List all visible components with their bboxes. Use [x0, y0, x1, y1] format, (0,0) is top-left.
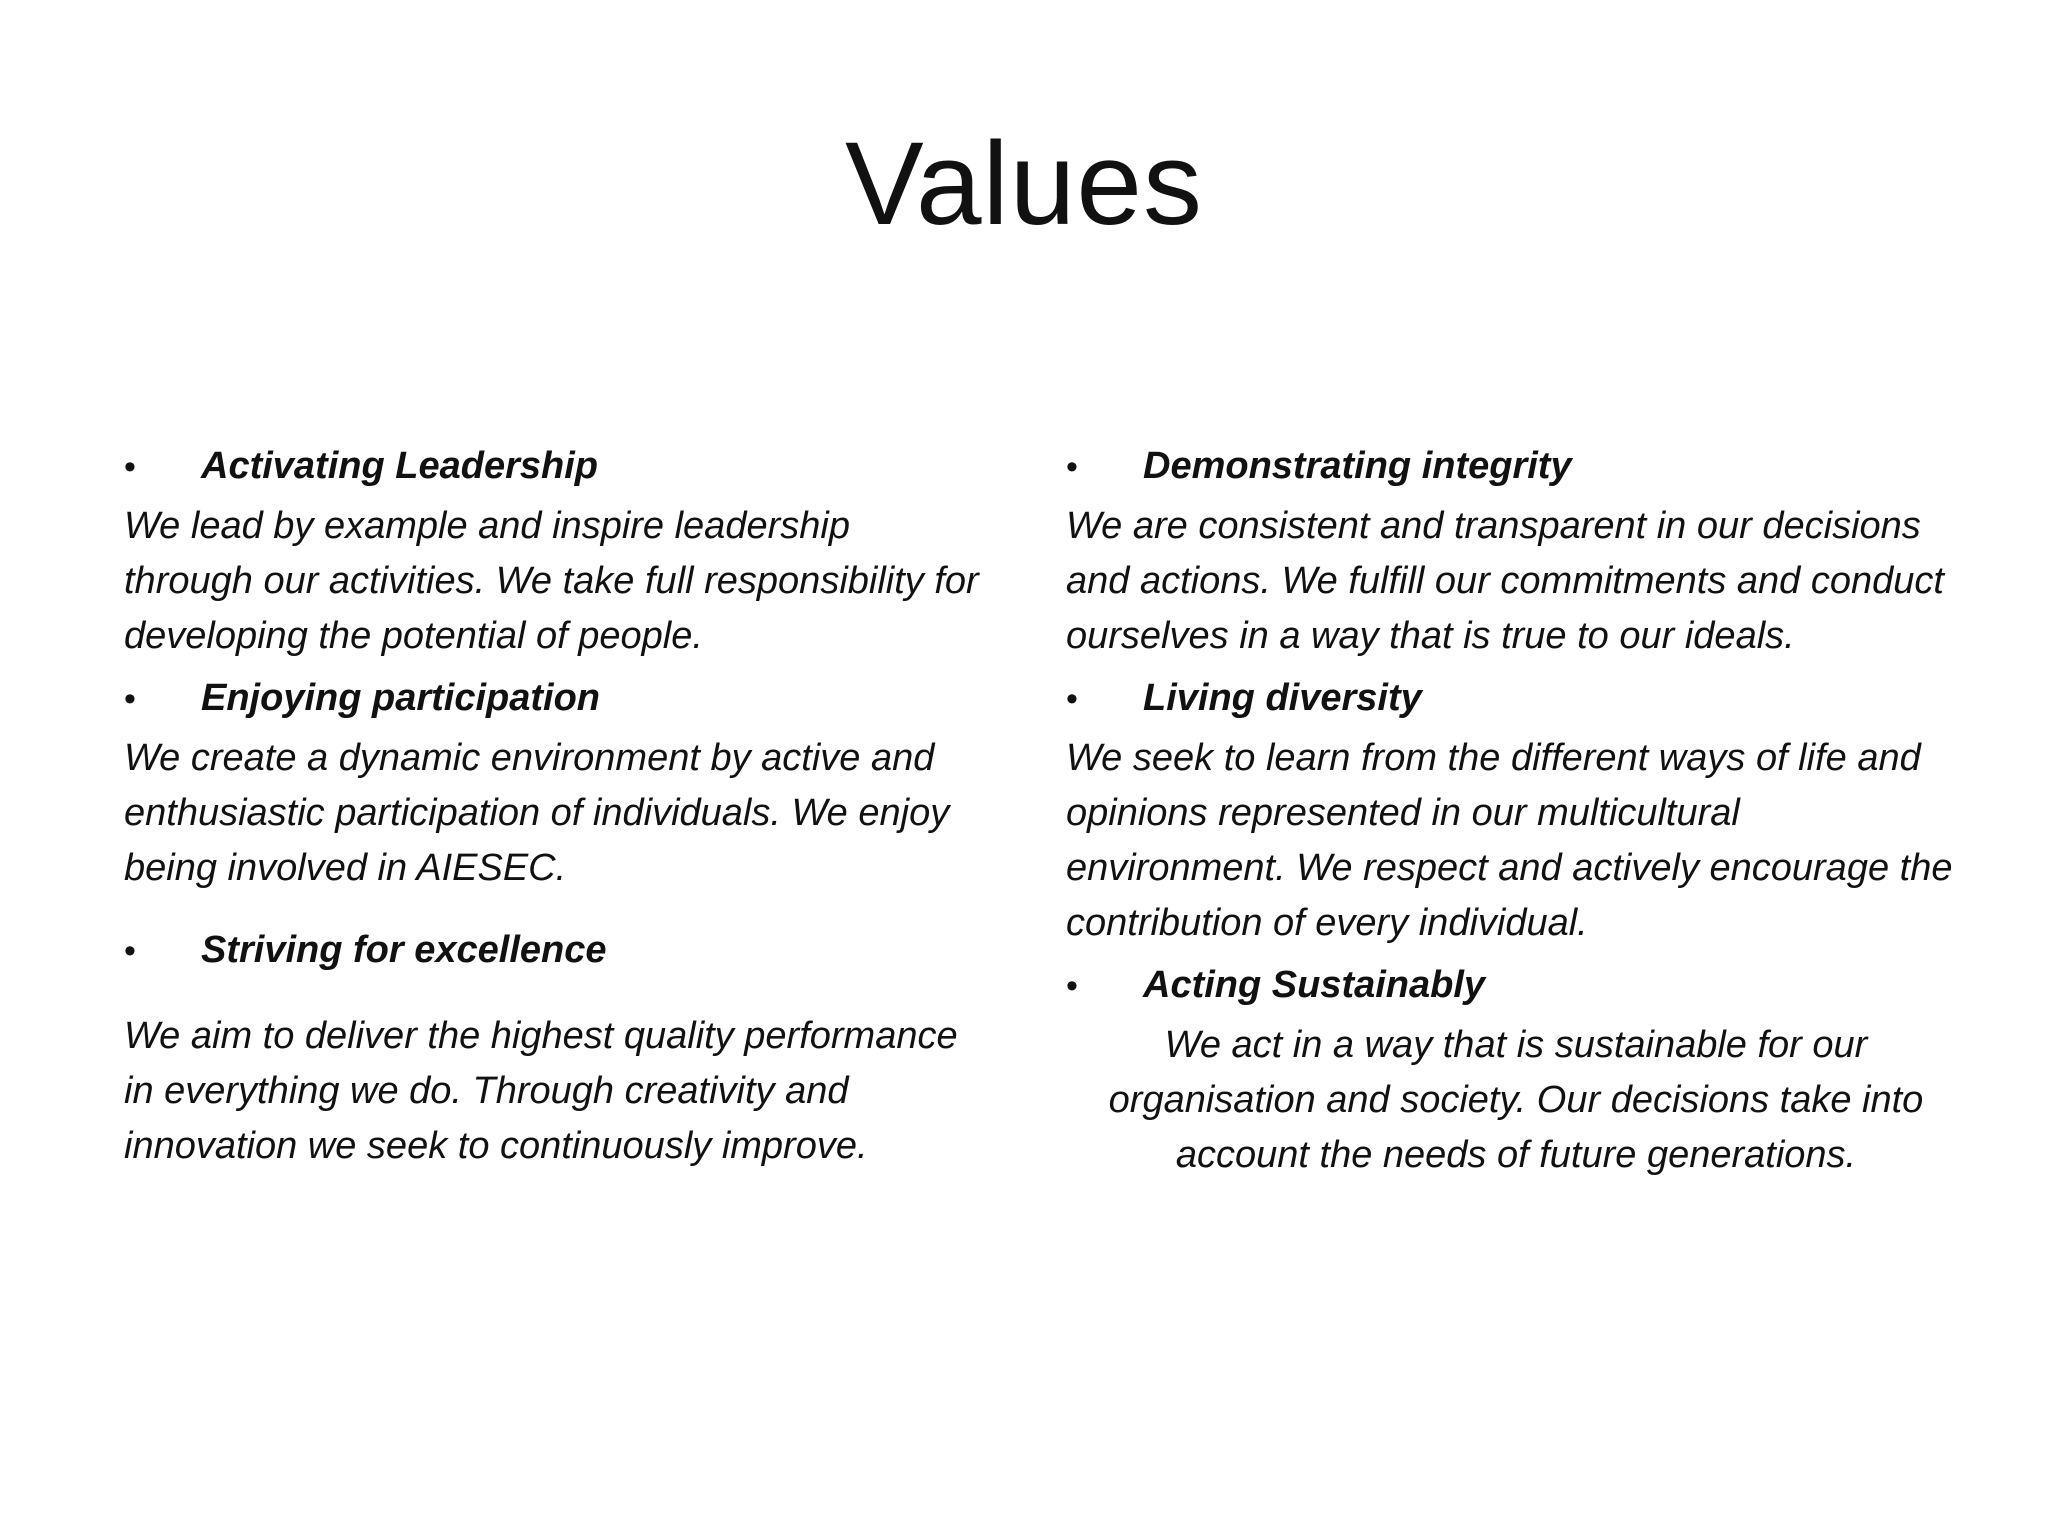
- bullet-icon: •: [1066, 448, 1078, 486]
- value-heading: Living diversity: [1143, 677, 1422, 719]
- value-enjoying-participation: [124, 670, 984, 896]
- bullet-icon: •: [1066, 680, 1078, 718]
- value-demonstrating-integrity: [1066, 438, 1966, 664]
- value-activating-leadership: [124, 438, 984, 664]
- value-heading: Demonstrating integrity: [1143, 445, 1572, 487]
- bullet-icon: •: [124, 448, 136, 486]
- value-acting-sustainably: [1066, 957, 1966, 1183]
- bullet-icon: •: [124, 680, 136, 718]
- value-description: We create a dynamic environment by active and enthusiastic participation of individuals. We enjoy being involved in AIESEC.: [124, 737, 950, 889]
- bullet-icon: •: [1066, 967, 1078, 1005]
- value-description: We lead by example and inspire leadership through our activities. We take full responsibility for developing the potential of people.: [124, 505, 979, 657]
- value-heading: Activating Leadership: [201, 445, 598, 487]
- bullet-icon: •: [124, 932, 136, 970]
- value-heading: Acting Sustainably: [1143, 964, 1486, 1006]
- values-column-left: [124, 438, 984, 1180]
- value-striving-for-excellence: [124, 922, 984, 1174]
- value-description: We act in a way that is sustainable for our organisation and society. Our decisions take into account the needs of future generations.: [1108, 1024, 1924, 1176]
- value-description: We are consistent and transparent in our decisions and actions. We fulfill our commitments and conduct ourselves in a way that is true to our ideals.: [1066, 505, 1944, 657]
- value-description: We seek to learn from the different ways of life and opinions represented in our multicultural environment. We respect and actively encourage the contribution of every individual.: [1066, 737, 1953, 944]
- value-heading: Striving for excellence: [201, 929, 607, 971]
- values-column-right: [1066, 438, 1966, 1189]
- slide-title: Values: [844, 118, 1204, 250]
- value-living-diversity: [1066, 670, 1966, 951]
- value-description: We aim to deliver the highest quality performance in everything we do. Through creativity and innovation we seek to continuously improve.: [124, 1015, 958, 1167]
- value-heading: Enjoying participation: [201, 677, 601, 719]
